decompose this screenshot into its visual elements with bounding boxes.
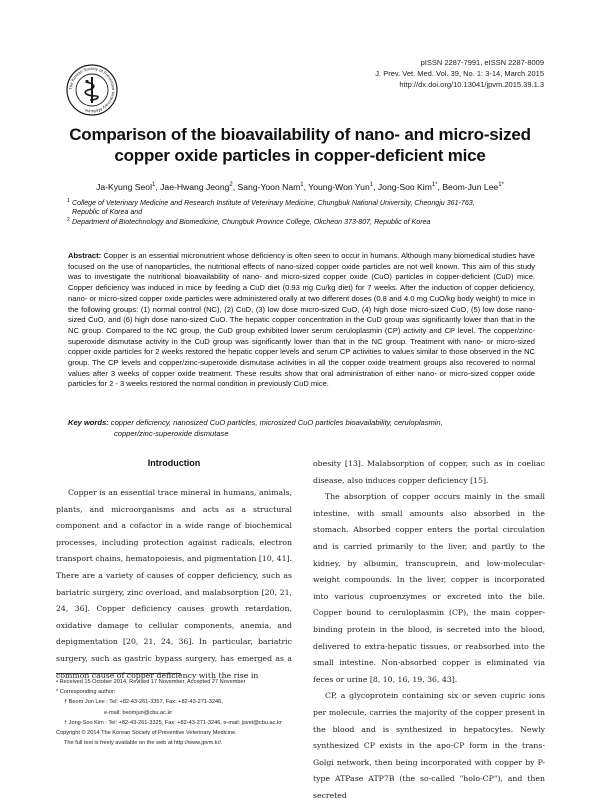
author-sup: 2 <box>229 182 233 189</box>
keywords-text-cont: copper/zinc-superoxide dismutase <box>114 428 229 438</box>
affiliation-sup: 1 <box>67 198 70 204</box>
footnotes <box>56 677 292 748</box>
body-column-left <box>56 485 292 684</box>
affiliations <box>68 199 538 227</box>
author: Jong-Soo Kim <box>377 182 432 192</box>
publication-info <box>375 57 544 90</box>
footnote-corresponding: * Corresponding author: <box>56 689 116 696</box>
paper-title <box>40 124 560 166</box>
author-sup: 1 <box>300 182 304 189</box>
author-sup: 1 <box>152 182 156 189</box>
author: Jae-Hwang Jeong <box>160 182 230 192</box>
footnote-lee-email: e-mail: beomjun@cbu.ac.kr <box>104 709 173 716</box>
footnote-fulltext: The full text is freely available on the web at http://www.jpvm.kr/. <box>64 740 223 747</box>
affiliation-sup: 2 <box>67 216 70 223</box>
affiliation-text: College of Veterinary Medicine and Research Institute of Veterinary Medicine, Chungbuk National University, Cheongju 361-763, <box>72 199 475 207</box>
body-paragraph: The absorption of copper occurs mainly in the small intestine, with small amounts also absorbed in the stomach. Absorbed copper enters the portal circulation and is carried primarily to the liver, and partly to the kidney, by albumin, transcuprein, and low-molecular-weight compounds. In the liver, copper is incorporated into various cuproenzymes or excreted into the bile. Copper bound to ceruloplasmin (CP), the main copper-binding protein in the blood, is secreted into the blood, delivered to extra-hepatic tissues, or reabsorbed into the small intestine. Non-absorbed copper is eliminated via feces or urine [8, 10, 16, 19, 36, 43]. <box>313 492 545 684</box>
author-sup: 1* <box>498 182 504 189</box>
affiliation-text: Republic of Korea and <box>72 208 143 217</box>
footnote-lee: † Beom Jun Lee : Tel: +82-43-261-3357, Fax: +82-43-271-3246, <box>64 699 223 706</box>
author-sup: 1 <box>369 182 374 189</box>
affiliation-2 <box>68 218 538 227</box>
author-list: Ja-Kyung Seol$^1$, Jae-Hwang Jeong$^2$, Sang-Yoon Nam$^1$, Young-Won Yun$^1$, Jong-Soo Kim$^{1*}$, Beom-Jun Lee$^{1*}$ <box>96 182 504 192</box>
author: Sang-Yoon Nam <box>237 182 301 192</box>
issn-line: pISSN 2287-7991, eISSN 2287-8009 <box>420 58 544 67</box>
author: Ja-Kyung Seol <box>96 182 152 192</box>
author-sup: 1* <box>431 182 438 189</box>
author: Young-Won Yun <box>308 182 370 192</box>
keywords <box>68 418 535 439</box>
section-heading-introduction: Introduction <box>147 458 201 468</box>
abstract <box>68 251 535 390</box>
body-paragraph: Copper is an essential trace mineral in humans, animals, plants, and microorganisms and acts as a structural component and a cofactor in a wide range of biochemical processes, including protection against radicals, electron transport chains, hematopoiesis, and pigmentation [10, 41]. There are a variety of causes of copper deficiency, such as bariatric surgery, zinc overload, and malabsorption [20, 21, 24, 36]. Copper deficiency causes growth retardation, oxidative damage to cellular components, anemia, and depigmentation [20, 21, 24, 36]. In particular, bariatric surgery, such as gastric bypass surgery, has emerged as a common cause of copper deficiency with the rise in <box>56 488 292 680</box>
body-paragraph: obesity [13]. Malabsorption of copper, such as in coeliac disease, also induces copper deficiency [15]. <box>313 459 545 485</box>
abstract-label: Abstract: <box>68 251 102 260</box>
footnote-copyright: Copyright © 2014 The Korean Society of Preventive Veterinary Medicine. <box>56 730 237 737</box>
title-line-1: Comparison of the bioavailability of nano- and micro-sized <box>69 125 531 144</box>
author: Beom-Jun Lee <box>442 182 499 192</box>
doi-link[interactable]: http://dx.doi.org/10.13041/jpvm.2015.39.1.3 <box>399 80 544 89</box>
keywords-label: Key words: <box>68 418 109 427</box>
footnote-received: • Received 15 October 2014, Revised 17 November, Accepted 27 November <box>56 679 246 685</box>
journal-citation: J. Prev. Vet. Med. Vol. 39, No. 1: 3-14, March 2015 <box>375 69 544 78</box>
body-column-right <box>313 456 545 804</box>
affiliation-1 <box>68 199 538 218</box>
title-line-2: copper oxide particles in copper-deficient mice <box>114 146 486 165</box>
body-paragraph: CP, a glycoprotein containing six or seven cupric ions per molecule, carries the majority of the copper present in the blood and is synthesized in hepatocytes. Newly synthesized CP exists in the apo-CP form in the trans-Golgi network, then being incorporated with copper by P-type ATPase ATP7B (the so-called "holo-CP"), and then secreted <box>313 691 545 800</box>
footnote-divider <box>56 673 181 674</box>
keywords-text: copper deficiency, nanosized CuO particles, microsized CuO particles bioavailability, ceruloplasmin, <box>110 418 443 427</box>
footnote-kim: † Jong-Soo Kim : Tel: +82-43-261-3325, Fax: +82-43-271-3246, e-mail: jsvet@cbu.ac.kr <box>64 719 282 726</box>
society-seal-logo <box>66 64 118 116</box>
affiliation-text: Department of Biotechnology and Biomedicine, Chungbuk Province College, Okcheon 373-807, Republic of Korea <box>72 217 431 226</box>
abstract-text: Copper is an essential micronutrient whose deficiency is often seen to occur in humans. Although many biomedical studies have focused on the use of nanoparticles, the nutritional effects of nano-sized copper oxide particles are not well known. This aim of this study was to investigate the nutritional bioavailability of nano- and micro-sized copper oxide (CuO) particles in copper-deficient (CuD) mice. Copper deficiency was induced in mice by feeding a CuD diet (0.93 mg Cu/kg diet) for 7 weeks. After the induction of copper deficiency, nano- or micro-sized copper oxide particles were administered orally at two different doses (0.8 and 4.0 mg CuO/kg body weight) to mice in the following groups: (1) normal control (NC), (2) CuD, (3) low dose micro-sized CuO, (4) high dose micro-sized CuO, (5) low dose nano-sized CuO, and (6) high dose nano-sized CuO. The hepatic copper concentration in the CuD group was significantly lower than that in the NC group. Compared to the NC group, the CuD group exhibited lower serum ceruloplasmin (CP) activity and CP level. The copper/zinc-superoxide dismutase activity in the CuD group was significantly lower than that in the NC group. Treatment with nano- or micro-sized copper oxide particles for 2 weeks restored the hepatic copper levels and serum CP activities to values similar to those observed in the NC group. The CP levels and copper/zinc-superoxide dismutase activities in all the copper oxide treatment groups also recovered to normal values after 3 weeks of copper oxide treatment. These results show that oral administration of either nano- or micro-sized copper oxide particles for 2 - 3 weeks restored the normal condition in previously CuD mice. <box>68 251 535 389</box>
seal-ring-text: The Korean Society of Preventive Veterinary Medicine <box>67 65 117 115</box>
